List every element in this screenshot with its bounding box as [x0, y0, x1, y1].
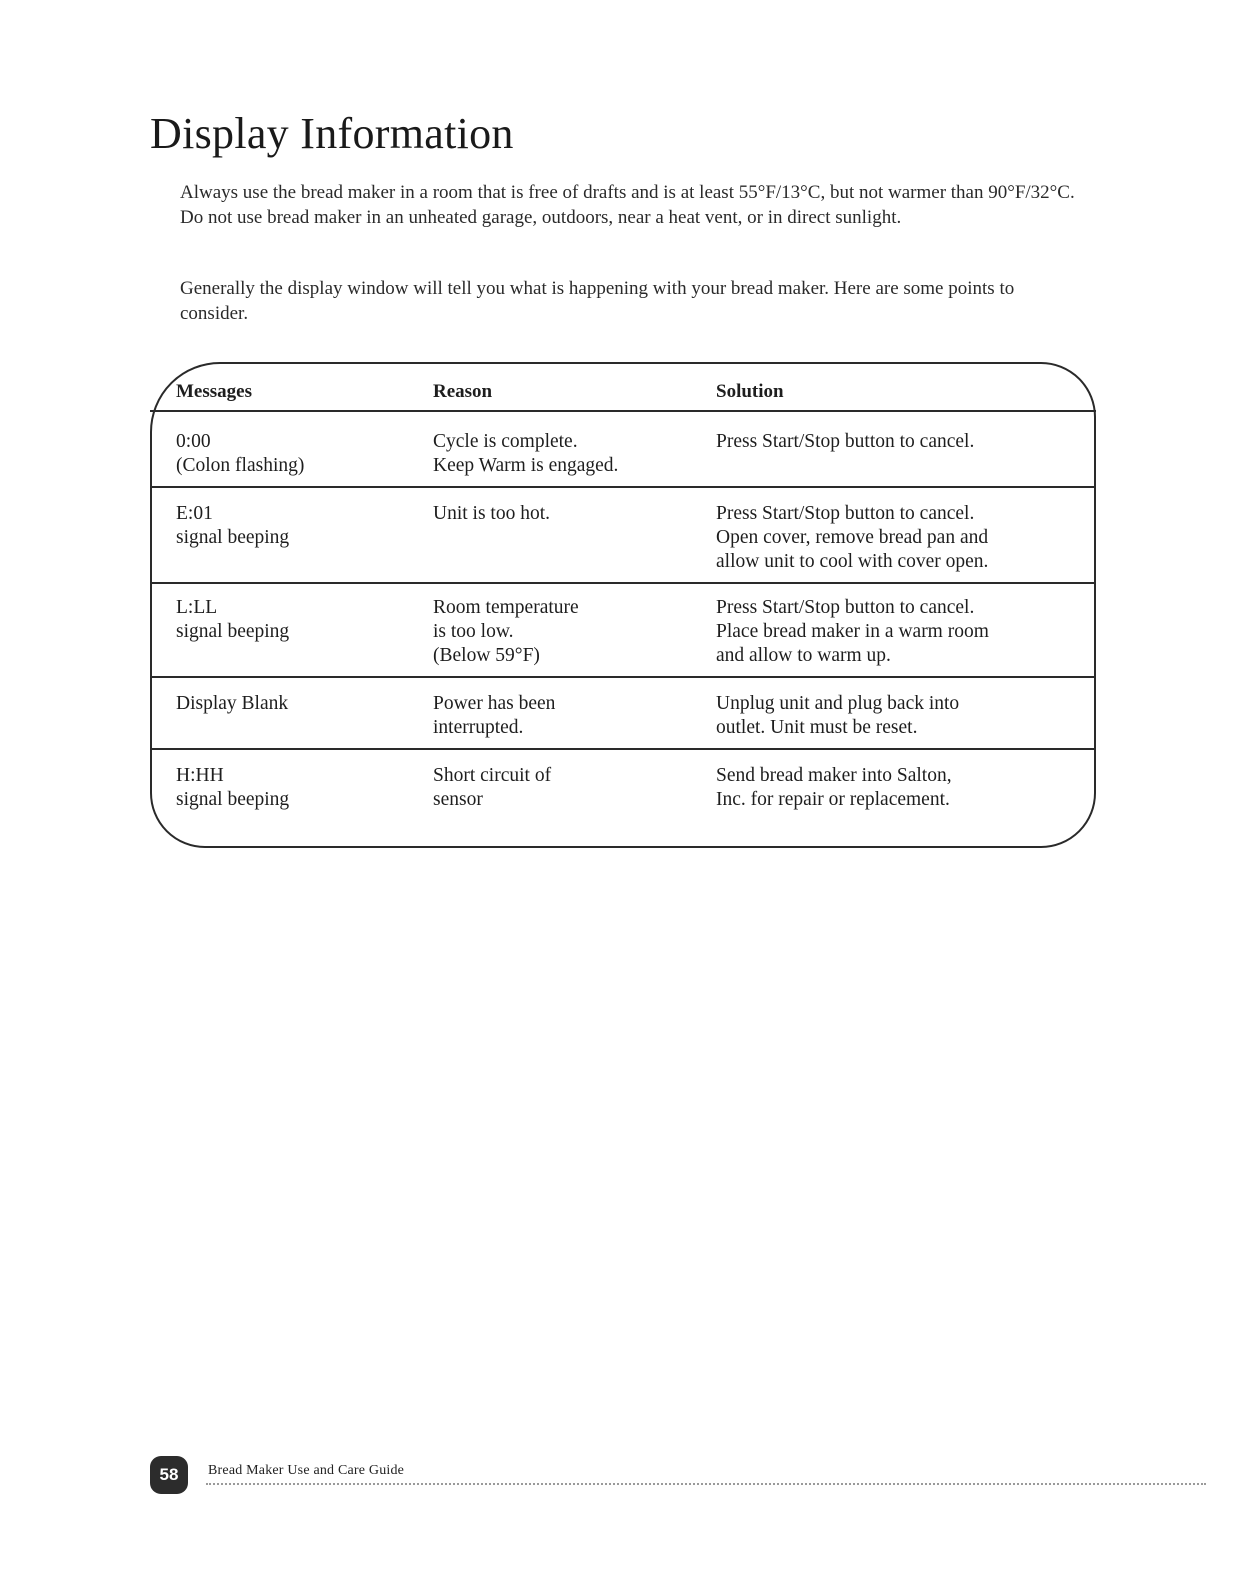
- message-cell: E:01 signal beeping: [176, 503, 290, 548]
- message-cell: Display Blank: [176, 693, 289, 714]
- reason-cell: Power has been interrupted.: [433, 693, 556, 738]
- solution-cell: Unplug unit and plug back into outlet. Unit must be reset.: [716, 693, 960, 738]
- message-cell: H:HH signal beeping: [176, 765, 290, 810]
- solution-cell: Press Start/Stop button to cancel. Place bread maker in a warm room and allow to warm up.: [716, 597, 989, 666]
- table-row: [150, 486, 1096, 582]
- reason-cell: Short circuit of sensor: [433, 765, 552, 810]
- header-solution: Solution: [716, 381, 784, 402]
- header-reason: Reason: [433, 381, 493, 402]
- table-row: [150, 582, 1096, 676]
- message-cell: 0:00 (Colon flashing): [176, 431, 305, 476]
- reason-cell: Unit is too hot.: [433, 503, 551, 524]
- table-header-row: [150, 380, 1096, 410]
- table-row: [150, 410, 1096, 486]
- table-row: [150, 676, 1096, 748]
- reason-cell: Room temperature is too low. (Below 59°F): [433, 597, 579, 666]
- page-title: Display Information: [150, 109, 514, 158]
- solution-cell: Press Start/Stop button to cancel.: [716, 431, 975, 452]
- reason-cell: Cycle is complete. Keep Warm is engaged.: [433, 431, 619, 476]
- page-number-badge: 58: [150, 1456, 188, 1494]
- solution-cell: Send bread maker into Salton, Inc. for repair or replacement.: [716, 765, 952, 810]
- message-cell: L:LL signal beeping: [176, 597, 290, 642]
- footer-guide-title: Bread Maker Use and Care Guide: [208, 1463, 405, 1478]
- display-paragraph: Generally the display window will tell you what is happening with your bread maker. Here are some points to consider.: [180, 278, 1015, 324]
- header-messages: Messages: [176, 381, 252, 402]
- footer-dotted-rule: [206, 1483, 1206, 1485]
- table-row: [150, 748, 1096, 844]
- intro-paragraph: Always use the bread maker in a room that is free of drafts and is at least 55°F/13°C, but not warmer than 90°F/32°C. Do not use bread maker in an unheated garage, outdoors, near a heat vent, or in direct sunlight.: [180, 182, 1075, 228]
- solution-cell: Press Start/Stop button to cancel. Open cover, remove bread pan and allow unit to cool with cover open.: [716, 503, 989, 572]
